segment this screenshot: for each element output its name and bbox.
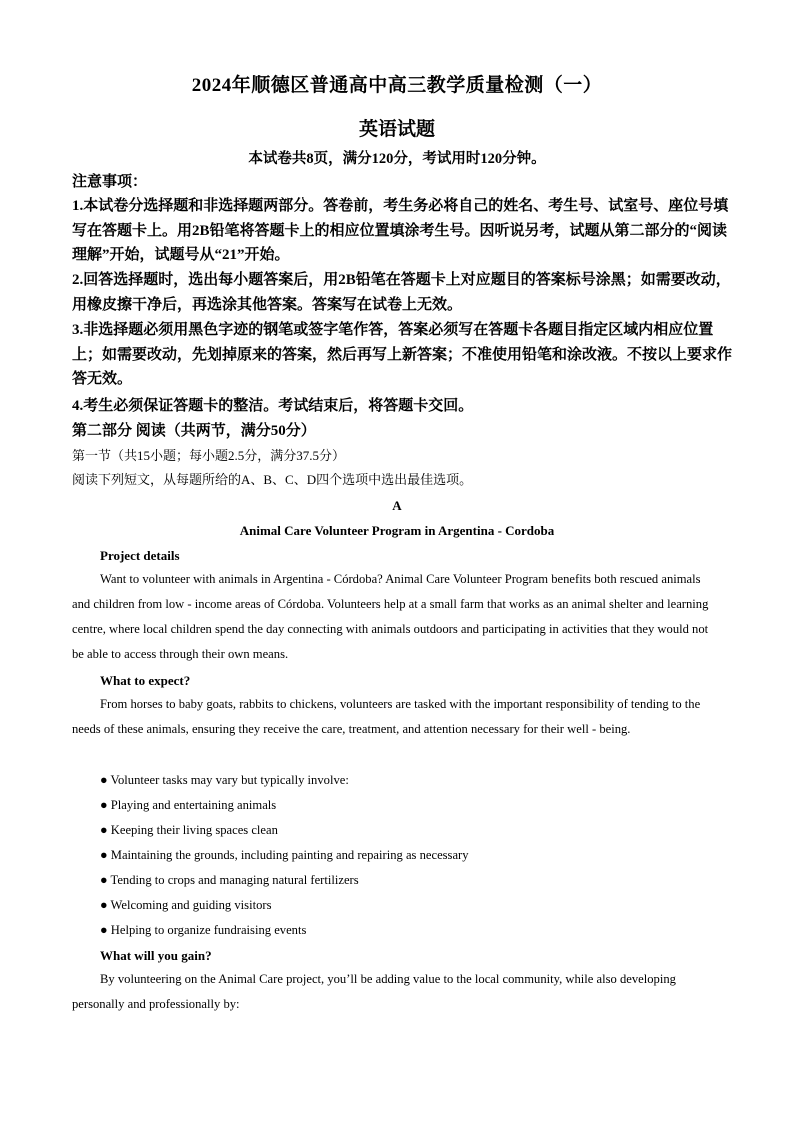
section-subtitle: 第一节（共15小题；每小题2.5分，满分37.5分） xyxy=(72,448,346,463)
list-item: ● Welcoming and guiding visitors xyxy=(100,898,272,912)
list-item: ● Keeping their living spaces clean xyxy=(100,823,278,837)
paragraph-text: From horses to baby goats, rabbits to chickens, volunteers are tasked with the important responsibility of tending to the needs of these animals, ensuring they receive the care, treatment, and attention necessary for their well - being. xyxy=(72,697,701,736)
paragraph-text: By volunteering on the Animal Care project, you’ll be adding value to the local community, while also developing personally and professionally by: xyxy=(72,972,676,1011)
paragraph-text: Want to volunteer with animals in Argentina - Córdoba? Animal Care Volunteer Program benefits both rescued animals and children from low - income areas of Córdoba. Volunteers help at a small farm that works as an animal shelter and learning centre, where local children spend the day connecting with animals outdoors and participating in activities that they would not be able to access through their own means. xyxy=(72,572,709,661)
list-item: ● Playing and entertaining animals xyxy=(100,798,277,812)
subject-title: 英语试题 xyxy=(358,119,435,140)
list-item: ● Helping to organize fundraising events xyxy=(100,923,307,937)
exam-title: 2024年顺德区普通高中高三教学质量检测（一） xyxy=(191,75,603,96)
paragraph-project-details xyxy=(72,567,720,667)
heading-project-details: Project details xyxy=(100,548,180,563)
notice-item-1: 1.本试卷分选择题和非选择题两部分。答卷前，考生务必将自己的姓名、考生号、试室号、座位号填写在答题卡上。用2B铅笔将答题卡上的相应位置填涂考生号。因听说另考，试题从第二部分的“阅读理解”开始，试题号从“21”开始。 xyxy=(72,198,729,263)
notice-item-2: 2.回答选择题时，选出每小题答案后，用2B铅笔在答题卡上对应题目的答案标号涂黑；如需要改动，用橡皮擦干净后，再选涂其他答案。答案写在试卷上无效。 xyxy=(72,272,731,313)
notice-item-4: 4.考生必须保证答题卡的整洁。考试结束后，将答题卡交回。 xyxy=(72,398,474,414)
paragraph-what-to-expect xyxy=(72,692,720,742)
exam-info: 本试卷共8页，满分120分，考试用时120分钟。 xyxy=(248,151,546,167)
list-item: ● Maintaining the grounds, including painting and repairing as necessary xyxy=(100,848,469,862)
heading-what-to-expect: What to expect? xyxy=(100,673,191,688)
notice-item-3: 3.非选择题必须用黑色字迹的钢笔或签字笔作答，答案必须写在答题卡各题目指定区域内相应位置上；如需要改动，先划掉原来的答案，然后再写上新答案；不准使用铅笔和涂改液。不按以上要求作答无效。 xyxy=(72,322,733,387)
passage-title: Animal Care Volunteer Program in Argentina - Cordoba xyxy=(239,523,555,538)
section-instruction: 阅读下列短文，从每题所给的A、B、C、D四个选项中选出最佳选项。 xyxy=(72,472,473,487)
passage-letter: A xyxy=(392,498,402,513)
notice-heading: 注意事项： xyxy=(72,174,148,190)
list-item: ● Tending to crops and managing natural fertilizers xyxy=(100,873,359,887)
part-title: 第二部分 阅读（共两节，满分50分） xyxy=(72,423,316,439)
list-item: ● Volunteer tasks may vary but typically involve: xyxy=(100,773,349,787)
paragraph-what-will-you-gain xyxy=(72,967,720,1017)
heading-what-will-you-gain: What will you gain? xyxy=(100,948,212,963)
